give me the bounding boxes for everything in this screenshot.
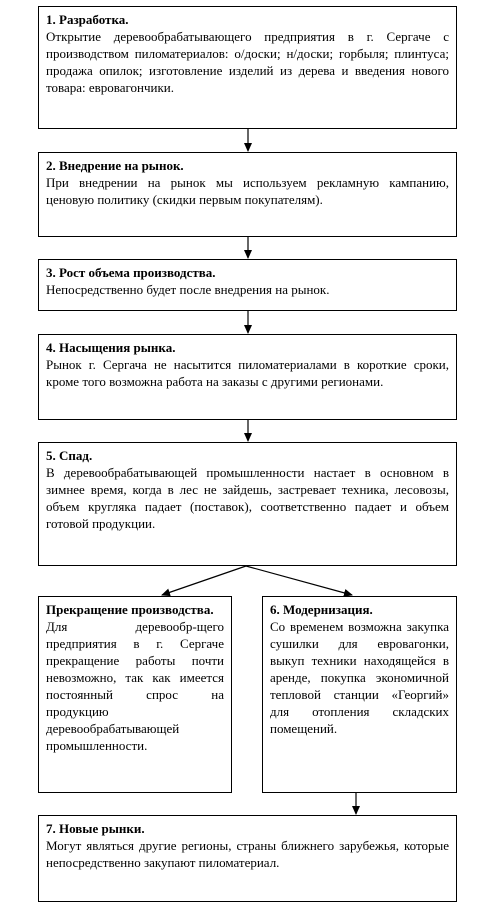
- stage-decline-box: [38, 442, 457, 566]
- stage-new-markets-title: 7. Новые рынки.: [46, 821, 145, 836]
- stage-market-entry-title: 2. Внедрение на рынок.: [46, 158, 184, 173]
- stage-development-text: Открытие деревообрабатывающего предприятия в г. Сергаче с производством пиломатериалов: о/доски; н/доски; горбыля; плинтуса; продажа опилок; изготовление изделий из дерева и введения нового товара: евровагончики.: [46, 29, 449, 95]
- stage-development-title: 1. Разработка.: [46, 12, 129, 27]
- stage-growth-box: [38, 259, 457, 311]
- stage-termination-box: [38, 596, 232, 793]
- stage-termination-title: Прекращение производства.: [46, 602, 214, 617]
- stage-saturation-title: 4. Насыщения рынка.: [46, 340, 176, 355]
- stage-termination-text: Для деревообр-щего предприятия в г. Сергаче прекращение работы почти невозможно, так как имеется постоянный спрос на продукцию деревообрабатывающей промышленности.: [46, 619, 224, 753]
- stage-growth-text: Непосредственно будет после внедрения на рынок.: [46, 282, 330, 297]
- stage-modernization-title: 6. Модернизация.: [270, 602, 373, 617]
- arrow-5-to-6: [246, 566, 352, 595]
- stage-new-markets-box: [38, 815, 457, 902]
- stage-market-entry-box: [38, 152, 457, 237]
- stage-saturation-box: [38, 334, 457, 420]
- stage-growth-title: 3. Рост объема производства.: [46, 265, 216, 280]
- stage-saturation-text: Рынок г. Сергача не насытится пиломатериалами в короткие сроки, кроме того возможна работа на заказы с другими регионами.: [46, 357, 449, 389]
- stage-decline-text: В деревообрабатывающей промышленности настает в основном в зимнее время, когда в лес не зайдешь, застревает техника, лесовозы, объем кругляка падает (поставок), соответственно падает и объем готовой продукции.: [46, 465, 449, 531]
- stage-modernization-box: [262, 596, 457, 793]
- arrow-5-to-stop: [162, 566, 246, 595]
- stage-decline-title: 5. Спад.: [46, 448, 93, 463]
- stage-modernization-text: Со временем возможна закупка сушилки для евровагонки, выкуп техники находящейся в аренде, покупка экономичной тепловой станции «Георгий» для отопления складских помещений.: [270, 619, 449, 736]
- stage-new-markets-text: Могут являться другие регионы, страны ближнего зарубежья, которые непосредственно закупают пиломатериал.: [46, 838, 449, 870]
- stage-market-entry-text: При внедрении на рынок мы используем рекламную кампанию, ценовую политику (скидки первым покупателям).: [46, 175, 449, 207]
- stage-development-box: [38, 6, 457, 129]
